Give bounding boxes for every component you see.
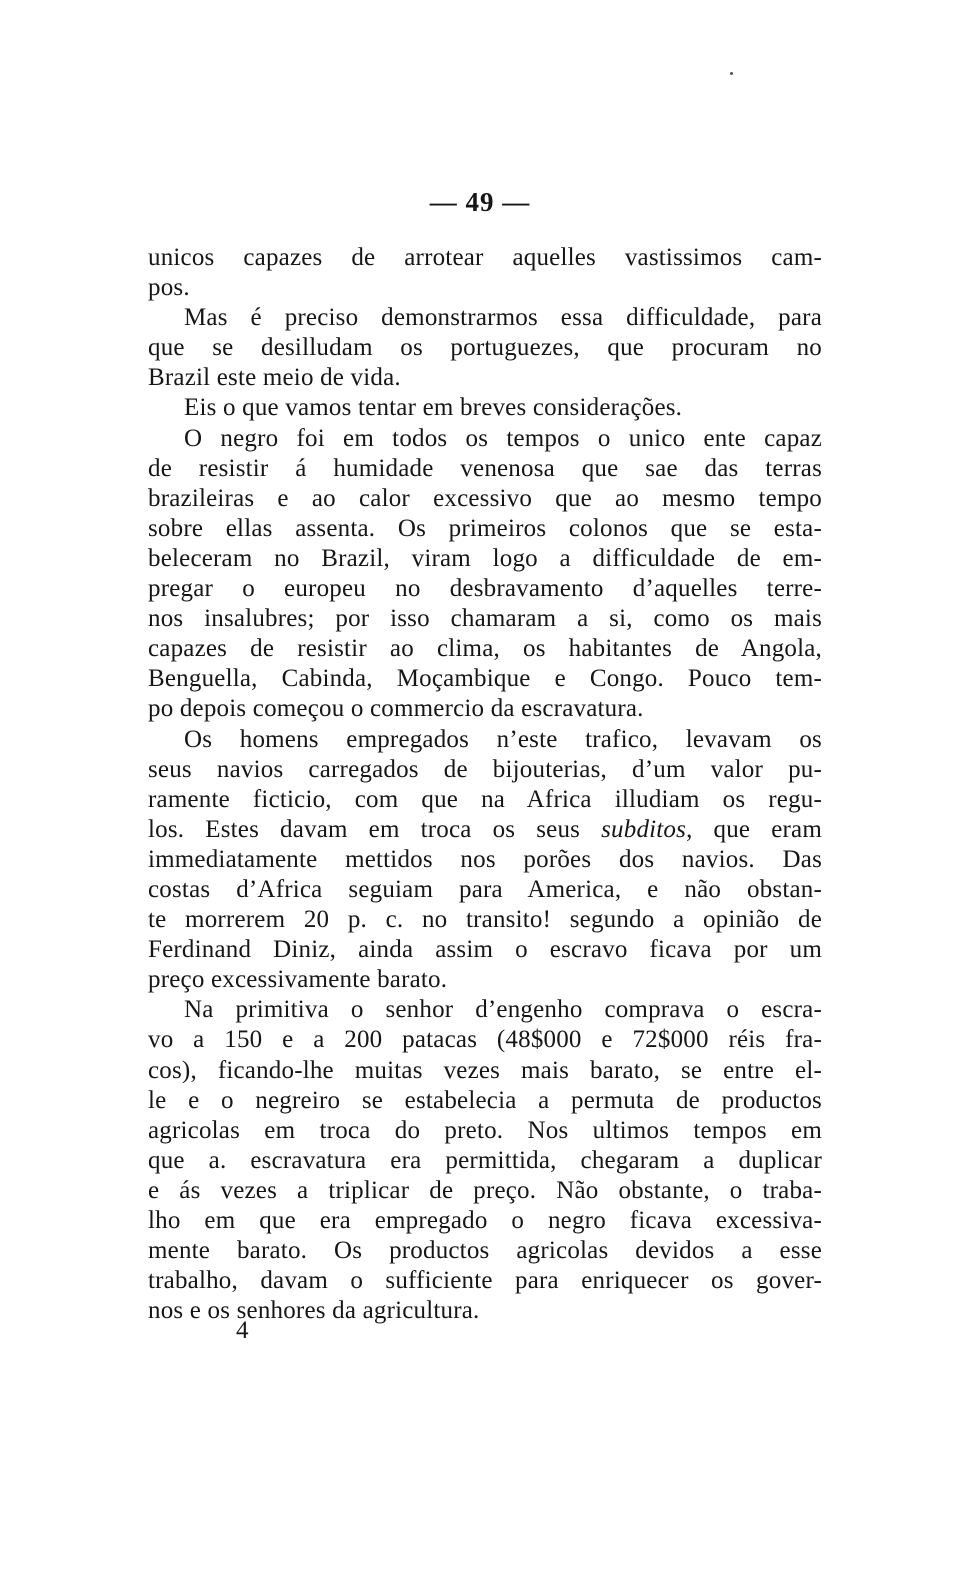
text-line: sobre ellas assenta. Os primeiros colonos que se esta- <box>148 514 822 542</box>
text-line: que se desilludam os portuguezes, que procuram no <box>148 334 822 362</box>
text-line: Ferdinand Diniz, ainda assim o escravo ficava por um <box>148 936 822 964</box>
paragraph <box>148 725 822 996</box>
scan-artifact-dot <box>730 72 733 75</box>
signature-mark: 4 <box>236 1317 249 1344</box>
text-line: nos insalubres; por isso chamaram a si, como os mais <box>148 605 822 633</box>
text-line: nos e os senhores da agricultura. <box>148 1297 480 1325</box>
text-line: que a. escravatura era permittida, chegaram a duplicar <box>148 1146 822 1174</box>
text-line: los. Estes davam em troca os seus subditos, que eram <box>148 815 822 843</box>
text-line: ramente ficticio, com que na Africa illudiam os regu- <box>148 785 822 813</box>
text-line: te morrerem 20 p. c. no transito! segundo a opinião de <box>148 906 822 934</box>
paragraph <box>148 424 822 725</box>
text-line: beleceram no Brazil, viram logo a difficuldade de em- <box>148 544 822 572</box>
page-number-header: — 49 — <box>429 187 531 217</box>
text-line: e ás vezes a triplicar de preço. Não obstante, o traba- <box>148 1176 822 1204</box>
text-line: trabalho, davam o sufficiente para enriquecer os gover- <box>148 1267 822 1295</box>
text-block <box>148 243 822 1326</box>
text-line: preço excessivamente barato. <box>148 966 448 994</box>
text-line: po depois começou o commercio da escravatura. <box>148 695 644 723</box>
text-line: seus navios carregados de bijouterias, d’um valor pu- <box>148 755 822 783</box>
text-line: O negro foi em todos os tempos o unico ente capaz <box>184 424 822 452</box>
text-line: lho em que era empregado o negro ficava excessiva- <box>148 1207 822 1234</box>
text-line: de resistir á humidade venenosa que sae das terras <box>148 454 822 482</box>
text-line: mente barato. Os productos agricolas devidos a esse <box>148 1237 822 1265</box>
text-line: le e o negreiro se estabelecia a permuta de productos <box>148 1086 822 1114</box>
text-line: pos. <box>148 274 190 302</box>
paragraph <box>148 995 822 1326</box>
text-line: agricolas em troca do preto. Nos ultimos tempos em <box>148 1116 822 1144</box>
text-line: Mas é preciso demonstrarmos essa difficuldade, para <box>184 304 822 332</box>
text-line: pregar o europeu no desbravamento d’aquelles terre- <box>148 575 822 603</box>
text-line: Benguella, Cabinda, Moçambique e Congo. Pouco tem- <box>148 665 822 693</box>
text-line: Brazil este meio de vida. <box>148 364 401 392</box>
paragraph <box>148 303 822 393</box>
text-line: Eis o que vamos tentar em breves considerações. <box>184 394 683 422</box>
text-line: brazileiras e ao calor excessivo que ao mesmo tempo <box>148 484 822 512</box>
text-line: costas d’Africa seguiam para America, e não obstan- <box>148 875 822 903</box>
text-line: Os homens empregados n’este trafico, levavam os <box>184 725 822 753</box>
text-line: unicos capazes de arrotear aquelles vastissimos cam- <box>148 244 822 271</box>
paragraph <box>148 393 822 423</box>
text-line: capazes de resistir ao clima, os habitantes de Angola, <box>148 635 822 663</box>
text-line: vo a 150 e a 200 patacas (48$000 e 72$000 réis fra- <box>148 1026 822 1054</box>
text-line: cos), ficando-lhe muitas vezes mais barato, se entre el- <box>148 1056 822 1084</box>
paragraph <box>148 243 822 303</box>
text-line: immediatamente mettidos nos porões dos navios. Das <box>148 845 822 873</box>
text-line: Na primitiva o senhor d’engenho comprava o escra- <box>184 996 822 1024</box>
